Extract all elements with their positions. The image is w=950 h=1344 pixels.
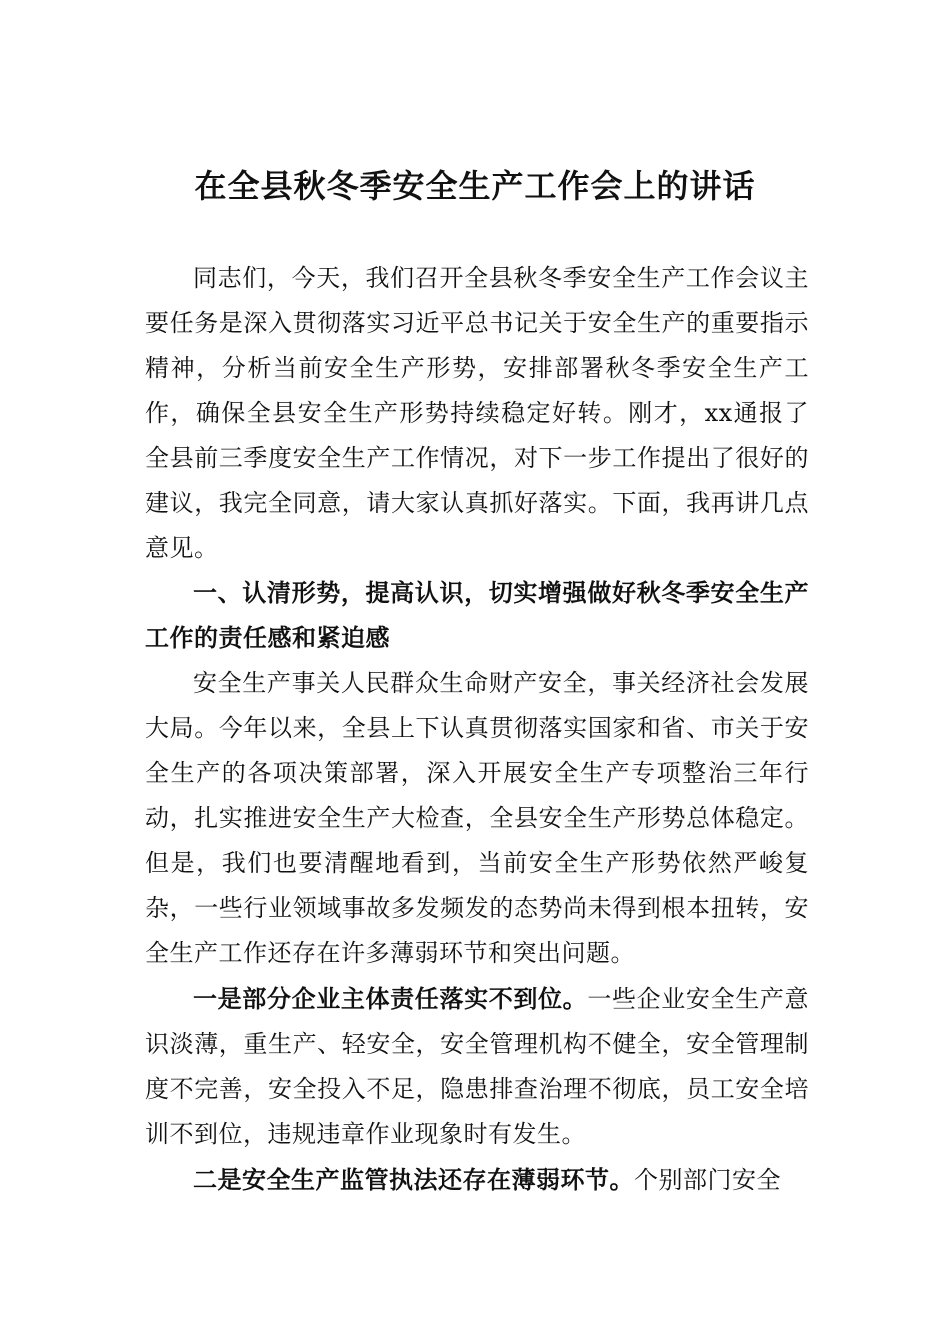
section-heading-1 xyxy=(145,571,809,661)
paragraph-lead: 一是部分企业主体责任落实不到位。 xyxy=(193,984,588,1013)
paragraph-text: 安全生产事关人民群众生命财产安全，事关经济社会发展大局。今年以来，全县上下认真贯彻落实国家和省、市关于安全生产的各项决策部署，深入开展安全生产专项整治三年行动，扎实推进安全生产大检查，全县安全生产形势总体稳定。但是，我们也要清醒地看到，当前安全生产形势依然严峻复杂，一些行业领域事故多发频发的态势尚未得到根本扭转，安全生产工作还存在许多薄弱环节和突出问题。 xyxy=(145,669,809,967)
paragraph-text: 同志们，今天，我们召开全县秋冬季安全生产工作会议主要任务是深入贯彻落实习近平总书记关于安全生产的重要指示精神，分析当前安全生产形势，安排部署秋冬季安全生产工作，确保全县安全生产形势持续稳定好转。刚才，xx通报了全县前三季度安全生产工作情况，对下一步工作提出了很好的建议，我完全同意，请大家认真抓好落实。下面，我再讲几点意见。 xyxy=(145,264,809,562)
paragraph-text: 一些企业安全生产意识淡薄，重生产、轻安全，安全管理机构不健全，安全管理制度不完善，安全投入不足，隐患排查治理不彻底，员工安全培训不到位，违规违章作业现象时有发生。 xyxy=(145,985,810,1148)
section-heading-text: 一、认清形势，提高认识，切实增强做好秋冬季安全生产工作的责任感和紧迫感 xyxy=(145,579,809,652)
paragraph-opening xyxy=(145,256,809,571)
paragraph-text: 个别部门安全 xyxy=(634,1166,781,1194)
paragraph-situation xyxy=(145,661,809,976)
paragraph-lead: 二是安全生产监管执法还存在薄弱环节。 xyxy=(193,1165,634,1194)
paragraph-point-2 xyxy=(145,1157,809,1203)
document-title: 在全县秋冬季安全生产工作会上的讲话 xyxy=(194,167,756,205)
document-body xyxy=(145,256,809,1203)
paragraph-point-1 xyxy=(145,976,809,1157)
